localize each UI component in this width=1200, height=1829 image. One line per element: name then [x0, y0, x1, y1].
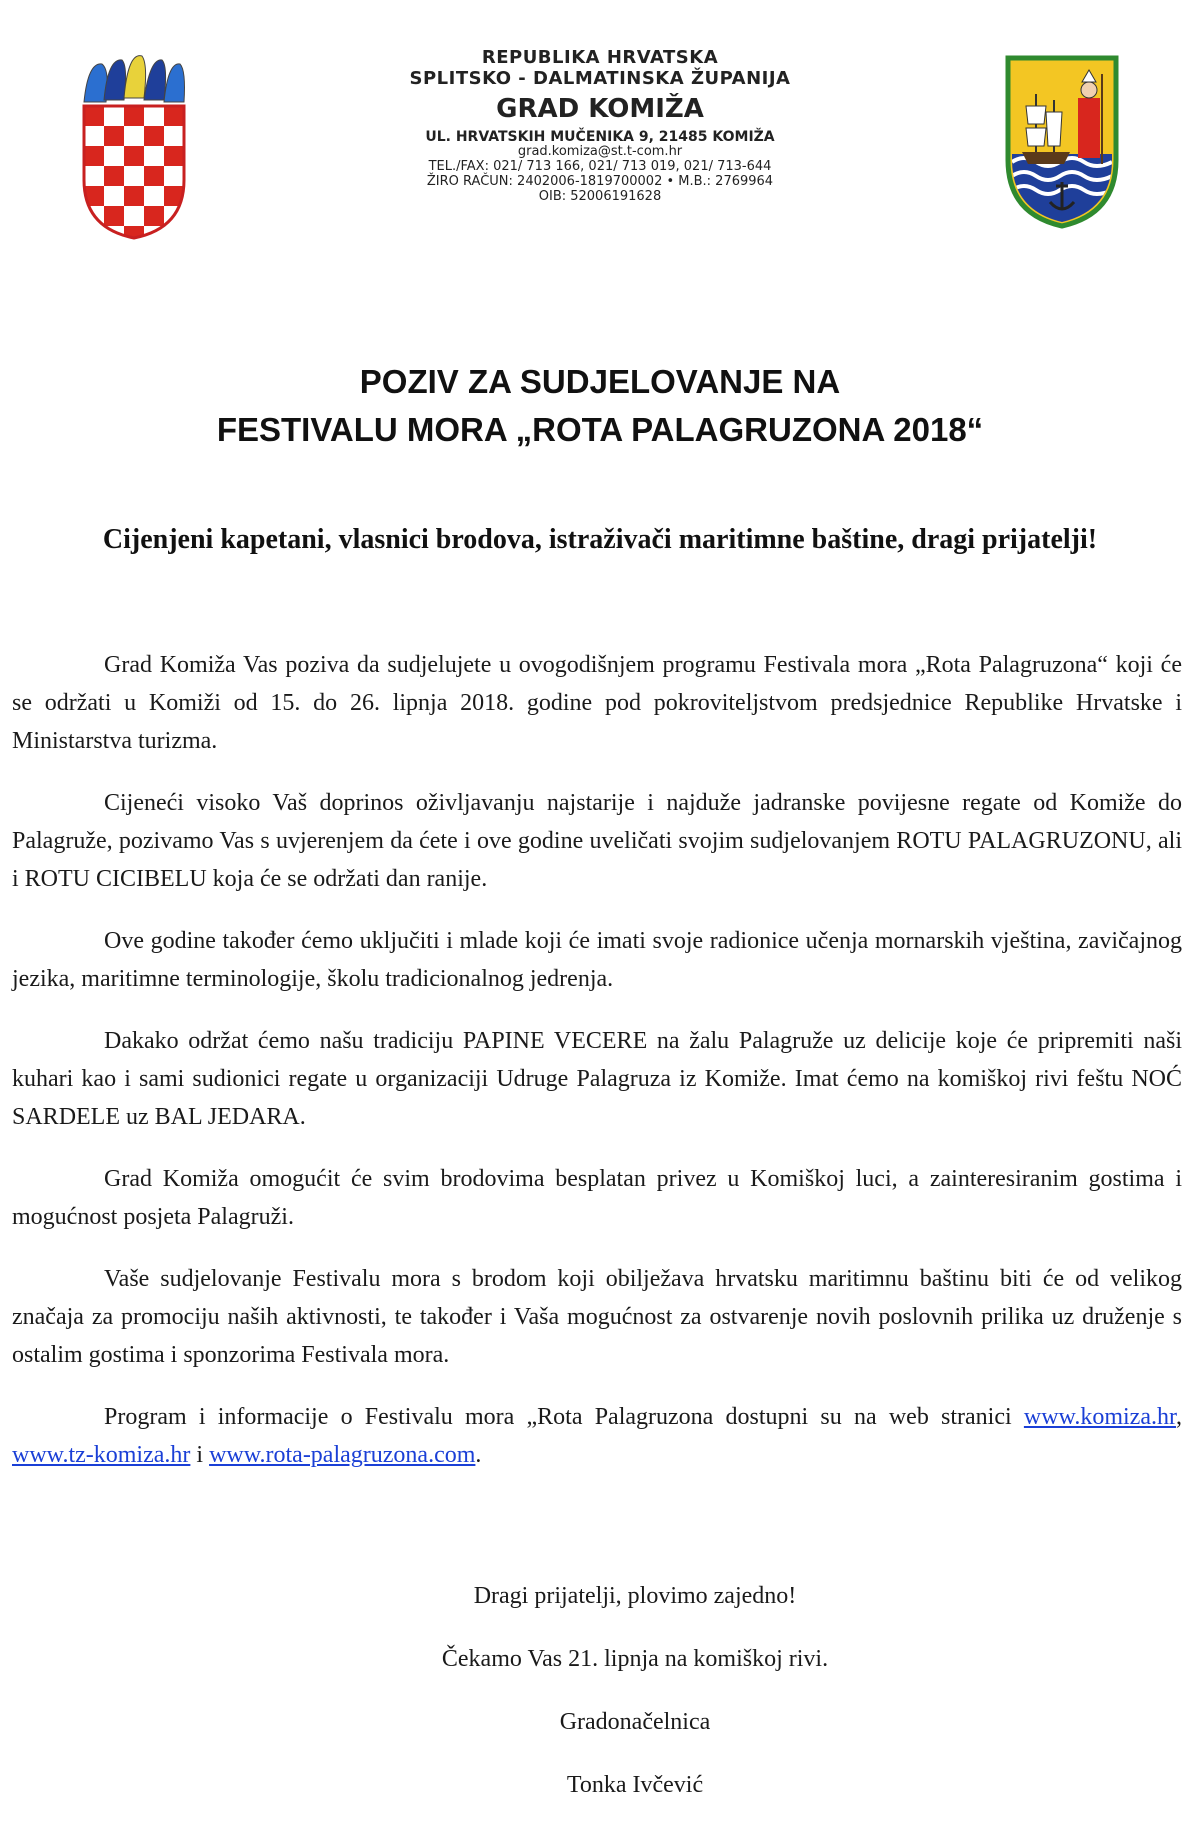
letterhead-city: GRAD KOMIŽA — [496, 94, 704, 125]
link-komiza[interactable]: www.komiza.hr — [1023, 1404, 1176, 1430]
program-paragraph — [12, 1398, 1182, 1474]
link-rota-palagruzona[interactable]: www.rota-palagruzona.com — [209, 1442, 476, 1468]
letterhead-country: REPUBLIKA HRVATSKA — [481, 47, 719, 68]
title-line-2: FESTIVALU MORA „ROTA PALAGRUZONA 2018“ — [216, 411, 984, 448]
croatia-coat-of-arms-icon — [80, 52, 188, 242]
link-tz-komiza[interactable]: www.tz-komiza.hr — [12, 1442, 191, 1468]
letterhead-phone: TEL./FAX: 021/ 713 166, 021/ 713 019, 021/ 713-644 — [428, 159, 772, 175]
letterhead-account: ŽIRO RAČUN: 2402006-1819700002 • M.B.: 2769964 — [426, 174, 774, 190]
komiza-coat-of-arms-icon — [1004, 54, 1120, 230]
paragraph: Cijeneći visoko Vaš doprinos oživljavanju najstarije i najduže jadranske povijesne regate od Komiže do Palagruže, pozivamo Vas s uvjerenjem da ćete i ove godine uveličati svojim sudjelovanjem ROTU PALAGRUZONU, ali i ROTU CICIBELU koja će se održati dan ranije. — [12, 790, 1182, 892]
letterhead — [380, 48, 820, 205]
link-separator: , — [1176, 1404, 1182, 1430]
letterhead-oib: OIB: 52006191628 — [538, 189, 662, 205]
letter-body — [12, 646, 1182, 1498]
page-title — [0, 358, 1200, 454]
closing-line-2: Čekamo Vas 21. lipnja na komiškoj rivi. — [441, 1646, 829, 1672]
greeting: Cijenjeni kapetani, vlasnici brodova, istraživači maritimne baštine, dragi prijatelji! — [102, 524, 1098, 555]
program-end: . — [475, 1442, 482, 1468]
letterhead-email: grad.komiza@st.t-com.hr — [517, 144, 683, 160]
link-separator: i — [190, 1442, 210, 1468]
program-text: Program i informacije o Festivalu mora „Rota Palagruzona dostupni su na web stranici — [104, 1404, 1012, 1430]
title-line-1: POZIV ZA SUDJELOVANJE NA — [359, 363, 841, 400]
signature-name: Tonka Ivčević — [566, 1772, 704, 1798]
paragraph: Grad Komiža omogućit će svim brodovima besplatan privez u Komiškoj luci, a zainteresiranim gostima i mogućnost posjeta Palagruži. — [12, 1166, 1182, 1230]
paragraph: Dakako održat ćemo našu tradiciju PAPINE VECERE na žalu Palagruže uz delicije koje će pripremiti naši kuhari kao i sami sudionici regate u organizaciji Udruge Palagruza iz Komiže. Imat ćemo na komiškoj rivi feštu NOĆ SARDELE uz BAL JEDARA. — [12, 1028, 1182, 1130]
closing — [0, 1577, 1200, 1829]
closing-line-1: Dragi prijatelji, plovimo zajedno! — [473, 1583, 797, 1609]
paragraph: Grad Komiža Vas poziva da sudjelujete u ovogodišnjem programu Festivala mora „Rota Palagruzona“ koji će se održati u Komiži od 15. do 26. lipnja 2018. godine pod pokroviteljstvom predsjednice Republike Hrvatske i Ministarstva turizma. — [12, 652, 1182, 754]
letterhead-address: UL. HRVATSKIH MUČENIKA 9, 21485 KOMIŽA — [425, 129, 775, 146]
signature-role: Gradonačelnica — [559, 1709, 711, 1735]
paragraph: Vaše sudjelovanje Festivalu mora s brodom koji obilježava hrvatsku maritimnu baštinu biti će od velikog značaja za promociju naših aktivnosti, te također i Vaša mogućnost za ostvarenje novih poslovnih prilika uz druženje s ostalim gostima i sponzorima Festivala mora. — [12, 1266, 1182, 1368]
paragraph: Ove godine također ćemo uključiti i mlade koji će imati svoje radionice učenja mornarskih vještina, zavičajnog jezika, maritimne terminologije, školu tradicionalnog jedrenja. — [12, 928, 1182, 992]
letterhead-county: SPLITSKO - DALMATINSKA ŽUPANIJA — [409, 67, 791, 89]
